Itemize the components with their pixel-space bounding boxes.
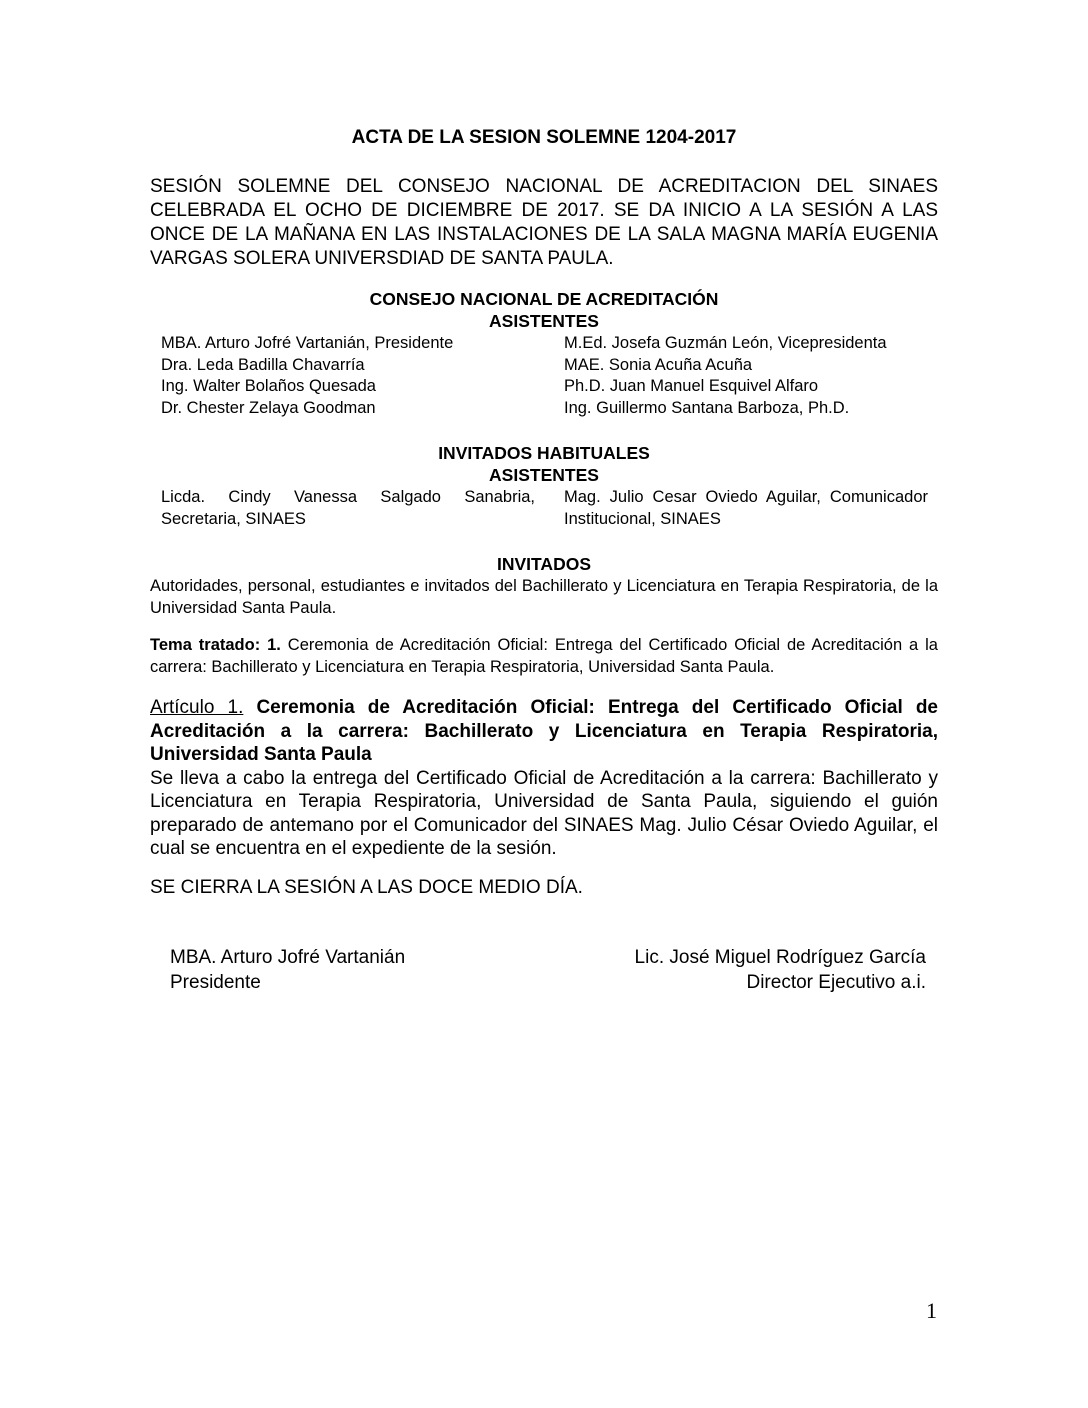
page-number: 1 xyxy=(926,1298,937,1323)
council-member: Dr. Chester Zelaya Goodman xyxy=(161,398,376,417)
article-1 xyxy=(150,696,938,861)
closing-statement: SE CIERRA LA SESIÓN A LAS DOCE MEDIO DÍA. xyxy=(150,877,583,898)
signature-name: MBA. Arturo Jofré Vartanián xyxy=(170,947,406,968)
guests-text: Autoridades, personal, estudiantes e invitados del Bachillerato y Licenciatura en Terapia Respiratoria, de la Universidad Santa Paula. xyxy=(150,577,938,617)
council-member: Ing. Guillermo Santana Barboza, Ph.D. xyxy=(564,398,850,417)
habitual-guests-heading: INVITADOS HABITUALES xyxy=(438,443,650,463)
council-member: Dra. Leda Badilla Chavarría xyxy=(161,355,365,374)
council-member: M.Ed. Josefa Guzmán León, Vicepresidenta xyxy=(564,334,887,352)
topic-label: Tema tratado: 1. xyxy=(150,636,281,654)
habitual-guest-secretary: Licda. Cindy Vanessa Salgado Sanabria, Secretaria, SINAES xyxy=(161,488,535,528)
signature-role: Presidente xyxy=(170,972,261,993)
guests-heading: INVITADOS xyxy=(497,554,591,574)
session-intro: SESIÓN SOLEMNE DEL CONSEJO NACIONAL DE ACREDITACION DEL SINAES CELEBRADA EL OCHO DE DICIEMBRE DE 2017. SE DA INICIO A LA SESIÓN A LAS ONCE DE LA MAÑANA EN LAS INSTALACIONES DE LA SALA MAGNA MARÍA EUGENIA VARGAS SOLERA UNIVERSDIAD DE SANTA PAULA. xyxy=(150,176,938,269)
signature-president xyxy=(170,945,405,995)
article-label: Artículo 1. xyxy=(150,697,244,718)
document-title: ACTA DE LA SESION SOLEMNE 1204-2017 xyxy=(351,127,737,148)
article-title: Ceremonia de Acreditación Oficial: Entrega del Certificado Oficial de Acreditación a la carrera: Bachillerato y Licenciatura en Terapia Respiratoria, Universidad Santa Paula xyxy=(150,697,938,765)
council-member: Ing. Walter Bolaños Quesada xyxy=(161,377,376,395)
council-heading: CONSEJO NACIONAL DE ACREDITACIÓN xyxy=(369,289,719,309)
council-right-list xyxy=(564,333,936,419)
council-left-list xyxy=(161,333,536,419)
council-member: MBA. Arturo Jofré Vartanián, Presidente xyxy=(161,334,454,352)
topic-text: Ceremonia de Acreditación Oficial: Entrega del Certificado Oficial de Acreditación a la carrera: Bachillerato y Licenciatura en Terapia Respiratoria, Universidad Santa Paula. xyxy=(150,636,938,676)
council-attendees-heading: ASISTENTES xyxy=(489,311,599,331)
signature-name: Lic. José Miguel Rodríguez García xyxy=(634,947,926,968)
signature-role: Director Ejecutivo a.i. xyxy=(746,972,926,993)
habitual-guest-communicator: Mag. Julio Cesar Oviedo Aguilar, Comunicador Institucional, SINAES xyxy=(564,488,928,528)
council-member: MAE. Sonia Acuña Acuña xyxy=(564,355,753,374)
habitual-guests-attendees-heading: ASISTENTES xyxy=(489,465,599,485)
council-member: Ph.D. Juan Manuel Esquivel Alfaro xyxy=(564,377,819,395)
signature-director xyxy=(635,945,926,995)
article-body: Se lleva a cabo la entrega del Certificado Oficial de Acreditación a la carrera: Bachillerato y Licenciatura en Terapia Respiratoria, Universidad de Santa Paula, siguiendo el guión preparado de antemano por el Comunicador del SINAES Mag. Julio César Oviedo Aguilar, el cual se encuentra en el expediente de la sesión. xyxy=(150,767,938,859)
topic-paragraph xyxy=(150,634,938,678)
article-heading xyxy=(150,696,938,767)
